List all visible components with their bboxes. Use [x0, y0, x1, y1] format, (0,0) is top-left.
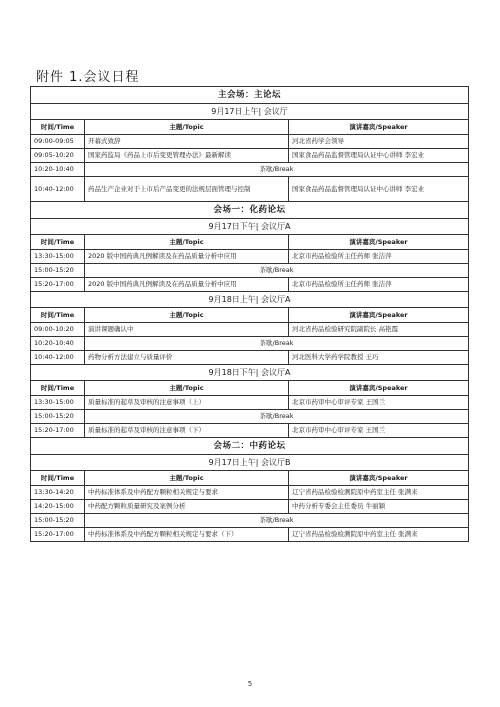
speaker-cell: 辽宁省药品检验检测院原中药室主任 张满来 — [289, 486, 469, 500]
table-row — [31, 323, 469, 337]
topic-cell: 质量标准的起草及审核的注意事项（下） — [85, 424, 289, 438]
break-cell: 茶歇/Break — [85, 410, 469, 424]
break-row — [31, 410, 469, 424]
column-header-row — [31, 471, 469, 486]
header-speaker: 演讲嘉宾/Speaker — [289, 381, 469, 396]
header-time: 时间/Time — [31, 471, 85, 486]
speaker-cell: 国家食品药品监督管理局认证中心讲师 李宏业 — [289, 177, 469, 202]
time-cell: 13:30-15:00 — [31, 250, 85, 264]
break-cell: 茶歇/Break — [85, 264, 469, 278]
agenda-table — [30, 86, 469, 542]
break-cell: 茶歇/Break — [85, 337, 469, 351]
header-speaker: 演讲嘉宾/Speaker — [289, 120, 469, 135]
table-row — [31, 486, 469, 500]
header-time: 时间/Time — [31, 120, 85, 135]
break-cell: 茶歇/Break — [85, 163, 469, 177]
day-row — [31, 104, 469, 120]
time-cell: 15:20-17:00 — [31, 278, 85, 292]
agenda-body — [31, 87, 469, 542]
speaker-cell: 河北医科大学药学院教授 王巧 — [289, 351, 469, 365]
speaker-cell: 北京市药审中心审评专家 王国兰 — [289, 396, 469, 410]
topic-cell: 2020 版中国药典凡例解读及在药品质量分析中应用 — [85, 250, 289, 264]
time-cell: 09:00-09:05 — [31, 135, 85, 149]
topic-cell: 2020 版中国药典凡例解读及在药品质量分析中应用 — [85, 278, 289, 292]
page-title: 附件 1.会议日程 — [36, 70, 140, 85]
day-title: 9月17日上午| 会议厅 — [31, 104, 469, 120]
time-cell: 15:20-17:00 — [31, 424, 85, 438]
table-row — [31, 351, 469, 365]
day-title: 9月18日上午| 会议厅A — [31, 292, 469, 308]
speaker-cell: 北京市药审中心审评专家 王国兰 — [289, 424, 469, 438]
speaker-cell: 北京市药品检验所主任药师 张洁萍 — [289, 250, 469, 264]
topic-cell: 中药标准体系及中药配方颗粒相关规定与要求（下） — [85, 528, 289, 542]
header-time: 时间/Time — [31, 235, 85, 250]
time-cell: 09:05-10:20 — [31, 149, 85, 163]
header-speaker: 演讲嘉宾/Speaker — [289, 471, 469, 486]
column-header-row — [31, 308, 469, 323]
section-title: 会场一：化药论坛 — [31, 202, 469, 219]
time-cell: 10:20-10:40 — [31, 337, 85, 351]
speaker-cell: 北京市药品检验所主任药师 张洁萍 — [289, 278, 469, 292]
table-row — [31, 528, 469, 542]
page-number: 5 — [247, 680, 253, 688]
column-header-row — [31, 235, 469, 250]
day-row — [31, 292, 469, 308]
break-cell: 茶歇/Break — [85, 514, 469, 528]
break-row — [31, 514, 469, 528]
day-title: 9月17日上午| 会议厅B — [31, 455, 469, 471]
time-cell: 13:30-14:20 — [31, 486, 85, 500]
header-time: 时间/Time — [31, 308, 85, 323]
header-time: 时间/Time — [31, 381, 85, 396]
time-cell: 13:30-15:00 — [31, 396, 85, 410]
speaker-cell: 国家食品药品监督管理局认证中心讲师 李宏业 — [289, 149, 469, 163]
header-topic: 主题/Topic — [85, 308, 289, 323]
header-speaker: 演讲嘉宾/Speaker — [289, 308, 469, 323]
topic-cell: 药品生产企业对于上市后产品变更的法规层面管理与控制 — [85, 177, 289, 202]
day-title: 9月18日下午| 会议厅A — [31, 365, 469, 381]
table-row — [31, 177, 469, 202]
table-row — [31, 424, 469, 438]
day-row — [31, 219, 469, 235]
section-row — [31, 438, 469, 455]
topic-cell: 中药标准体系及中药配方颗粒相关规定与要求 — [85, 486, 289, 500]
time-cell: 14:20-15:00 — [31, 500, 85, 514]
time-cell: 15:00-15:20 — [31, 264, 85, 278]
table-row — [31, 149, 469, 163]
section-row — [31, 87, 469, 104]
day-row — [31, 365, 469, 381]
break-row — [31, 337, 469, 351]
break-row — [31, 163, 469, 177]
break-row — [31, 264, 469, 278]
table-row — [31, 396, 469, 410]
time-cell: 10:20-10:40 — [31, 163, 85, 177]
topic-cell: 药物分析方法建立与质量评价 — [85, 351, 289, 365]
time-cell: 15:00-15:20 — [31, 410, 85, 424]
table-row — [31, 500, 469, 514]
day-title: 9月17日下午| 会议厅A — [31, 219, 469, 235]
table-row — [31, 135, 469, 149]
speaker-cell: 河北省药品检验研究院副院长 高艳霞 — [289, 323, 469, 337]
table-row — [31, 278, 469, 292]
topic-cell: 中药配方颗粒质量研究及案例分析 — [85, 500, 289, 514]
topic-cell: 演讲课题确认中 — [85, 323, 289, 337]
column-header-row — [31, 381, 469, 396]
header-topic: 主题/Topic — [85, 381, 289, 396]
header-topic: 主题/Topic — [85, 120, 289, 135]
speaker-cell: 中药分析专委会主任委员 牛丽颖 — [289, 500, 469, 514]
speaker-cell: 河北省药学会领导 — [289, 135, 469, 149]
time-cell: 15:20-17:00 — [31, 528, 85, 542]
section-row — [31, 202, 469, 219]
day-row — [31, 455, 469, 471]
column-header-row — [31, 120, 469, 135]
time-cell: 15:00-15:20 — [31, 514, 85, 528]
header-speaker: 演讲嘉宾/Speaker — [289, 235, 469, 250]
time-cell: 10:40-12:00 — [31, 351, 85, 365]
section-title: 会场二：中药论坛 — [31, 438, 469, 455]
topic-cell: 质量标准的起草及审核的注意事项（上） — [85, 396, 289, 410]
section-title: 主会场：主论坛 — [31, 87, 469, 104]
header-topic: 主题/Topic — [85, 471, 289, 486]
table-row — [31, 250, 469, 264]
topic-cell: 国家药监局《药品上市后变更管理办法》最新解读 — [85, 149, 289, 163]
topic-cell: 开幕式致辞 — [85, 135, 289, 149]
speaker-cell: 辽宁省药品检验检测院原中药室主任 张满来 — [289, 528, 469, 542]
time-cell: 10:40-12:00 — [31, 177, 85, 202]
time-cell: 09:00-10:20 — [31, 323, 85, 337]
header-topic: 主题/Topic — [85, 235, 289, 250]
